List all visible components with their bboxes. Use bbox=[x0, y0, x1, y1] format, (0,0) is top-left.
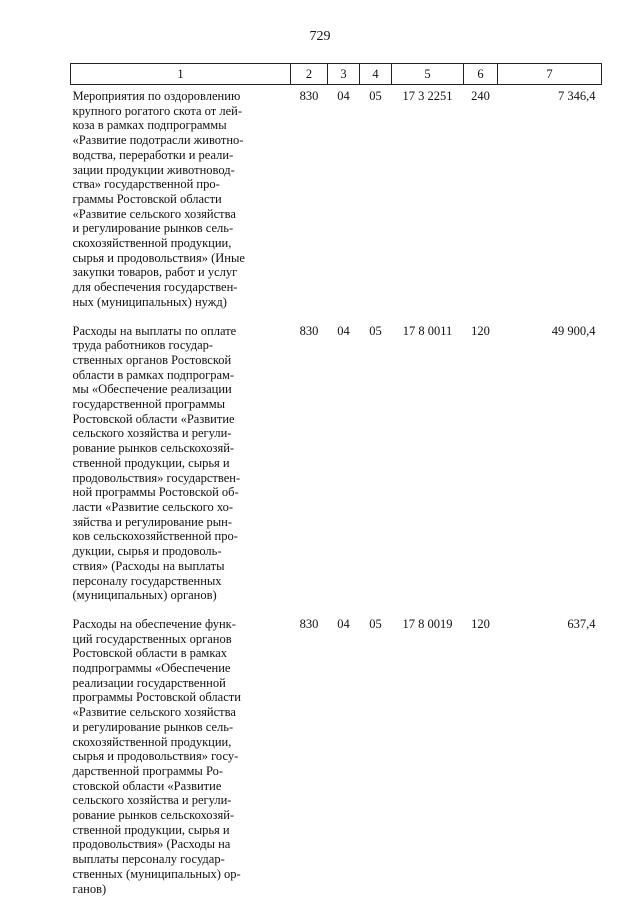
description-line: реализации государственной bbox=[72, 675, 226, 690]
header-col-1: 1 bbox=[71, 64, 291, 85]
description-line: продовольствия» (Расходы на bbox=[72, 837, 231, 852]
description-line: государственной программы bbox=[72, 397, 226, 412]
header-col-5: 5 bbox=[392, 64, 464, 85]
description-line: сельского хозяйства и регули- bbox=[72, 793, 232, 808]
description-line: граммы Ростовской области bbox=[72, 191, 222, 206]
header-col-2: 2 bbox=[291, 64, 328, 85]
description-line: программы Ростовской области bbox=[72, 690, 241, 705]
description-line: скохозяйственной продукции, bbox=[72, 734, 232, 749]
description-line: дарственной программы Ро- bbox=[72, 763, 224, 778]
description-line: водства, переработки и реали- bbox=[72, 147, 234, 162]
cell-subsection: 05 bbox=[369, 323, 382, 338]
table-row bbox=[71, 320, 602, 613]
description-line: области в рамках подпрограм- bbox=[72, 367, 235, 382]
description-line: ных (муниципальных) нужд) bbox=[72, 294, 227, 309]
description-line: ций государственных органов bbox=[72, 631, 232, 646]
description-line: ства» государственной про- bbox=[72, 177, 220, 192]
description-line: ласти «Развитие сельского хо- bbox=[72, 499, 234, 514]
description-line: стовской области «Развитие bbox=[72, 778, 222, 793]
description-line: продовольствия» государствен- bbox=[72, 470, 241, 485]
description-line: «Развитие сельского хозяйства bbox=[72, 206, 236, 221]
table-row bbox=[71, 613, 602, 906]
description-line: рование рынков сельскохозяй- bbox=[72, 808, 235, 823]
description-line: подпрограммы «Обеспечение bbox=[72, 661, 231, 676]
cell-chapter: 830 bbox=[299, 323, 319, 338]
header-col-4: 4 bbox=[360, 64, 392, 85]
cell-section: 04 bbox=[337, 323, 350, 338]
description-line: ной программы Ростовской об- bbox=[72, 485, 239, 500]
cell-subsection: 05 bbox=[369, 616, 382, 631]
cell-chapter: 830 bbox=[299, 89, 319, 103]
description-line: Расходы на обеспечение функ- bbox=[72, 616, 236, 631]
description-line: персоналу государственных bbox=[72, 573, 222, 588]
cell-amount: 7 346,4 bbox=[558, 89, 596, 103]
description-line: ственной продукции, сырья и bbox=[72, 822, 230, 837]
cell-expense-type: 120 bbox=[471, 616, 490, 631]
table-row bbox=[71, 85, 602, 320]
description-line: дукции, сырья и продоволь- bbox=[72, 544, 222, 559]
page-number: 729 bbox=[309, 29, 331, 44]
description-line: скохозяйственной продукции, bbox=[72, 236, 232, 251]
description-line: ков сельскохозяйственной про- bbox=[72, 529, 238, 544]
description-line: сельского хозяйства и регули- bbox=[72, 426, 232, 441]
description-line: и регулирование рынков сель- bbox=[72, 221, 234, 236]
header-col-3: 3 bbox=[328, 64, 360, 85]
description-line: закупки товаров, работ и услуг bbox=[72, 265, 238, 280]
description-line: ственной продукции, сырья и bbox=[72, 455, 230, 470]
cell-target-article: 17 8 0011 bbox=[402, 323, 453, 338]
description-line: коза в рамках подпрограммы bbox=[72, 118, 227, 133]
description-line: ствия» (Расходы на выплаты bbox=[72, 558, 225, 573]
cell-amount: 49 900,4 bbox=[551, 323, 596, 338]
description-line: «Развитие сельского хозяйства bbox=[72, 705, 236, 720]
description-line: рование рынков сельскохозяй- bbox=[72, 441, 235, 456]
description-line: ственных органов Ростовской bbox=[72, 352, 232, 367]
header-col-6: 6 bbox=[464, 64, 498, 85]
description-line: крупного рогатого скота от лей- bbox=[72, 103, 242, 118]
budget-table bbox=[70, 63, 602, 906]
cell-subsection: 05 bbox=[369, 89, 382, 103]
description-line: ственных (муниципальных) ор- bbox=[72, 866, 241, 881]
cell-description bbox=[71, 85, 291, 320]
description-line: сырья и продовольствия» (Иные bbox=[72, 250, 245, 265]
cell-expense-type: 120 bbox=[471, 323, 490, 338]
description-line: ганов) bbox=[72, 881, 107, 896]
description-line: сырья и продовольствия» госу- bbox=[72, 749, 239, 764]
description-line: для обеспечения государствен- bbox=[72, 280, 238, 295]
description-line: труда работников государ- bbox=[72, 338, 214, 353]
description-line: Ростовской области в рамках bbox=[72, 646, 228, 661]
cell-description bbox=[71, 613, 291, 906]
cell-section: 04 bbox=[337, 616, 350, 631]
description-line: Мероприятия по оздоровлению bbox=[72, 89, 241, 103]
cell-target-article: 17 8 0019 bbox=[402, 616, 453, 631]
cell-chapter: 830 bbox=[299, 616, 319, 631]
description-line: мы «Обеспечение реализации bbox=[72, 382, 232, 397]
description-line: «Развитие подотрасли животно- bbox=[72, 133, 244, 148]
header-col-7: 7 bbox=[498, 64, 602, 85]
description-line: зяйства и регулирование рын- bbox=[72, 514, 233, 529]
cell-description bbox=[71, 320, 291, 613]
header-row bbox=[71, 64, 602, 85]
description-line: и регулирование рынков сель- bbox=[72, 719, 234, 734]
cell-target-article: 17 3 2251 bbox=[402, 89, 453, 103]
cell-section: 04 bbox=[337, 89, 350, 103]
description-line: (муниципальных) органов) bbox=[72, 588, 217, 603]
description-line: Расходы на выплаты по оплате bbox=[72, 323, 237, 338]
description-line: выплаты персоналу государ- bbox=[72, 852, 225, 867]
description-line: Ростовской области «Развитие bbox=[72, 411, 235, 426]
cell-amount: 637,4 bbox=[567, 616, 596, 631]
cell-expense-type: 240 bbox=[471, 89, 490, 103]
description-line: зации продукции животновод- bbox=[72, 162, 235, 177]
